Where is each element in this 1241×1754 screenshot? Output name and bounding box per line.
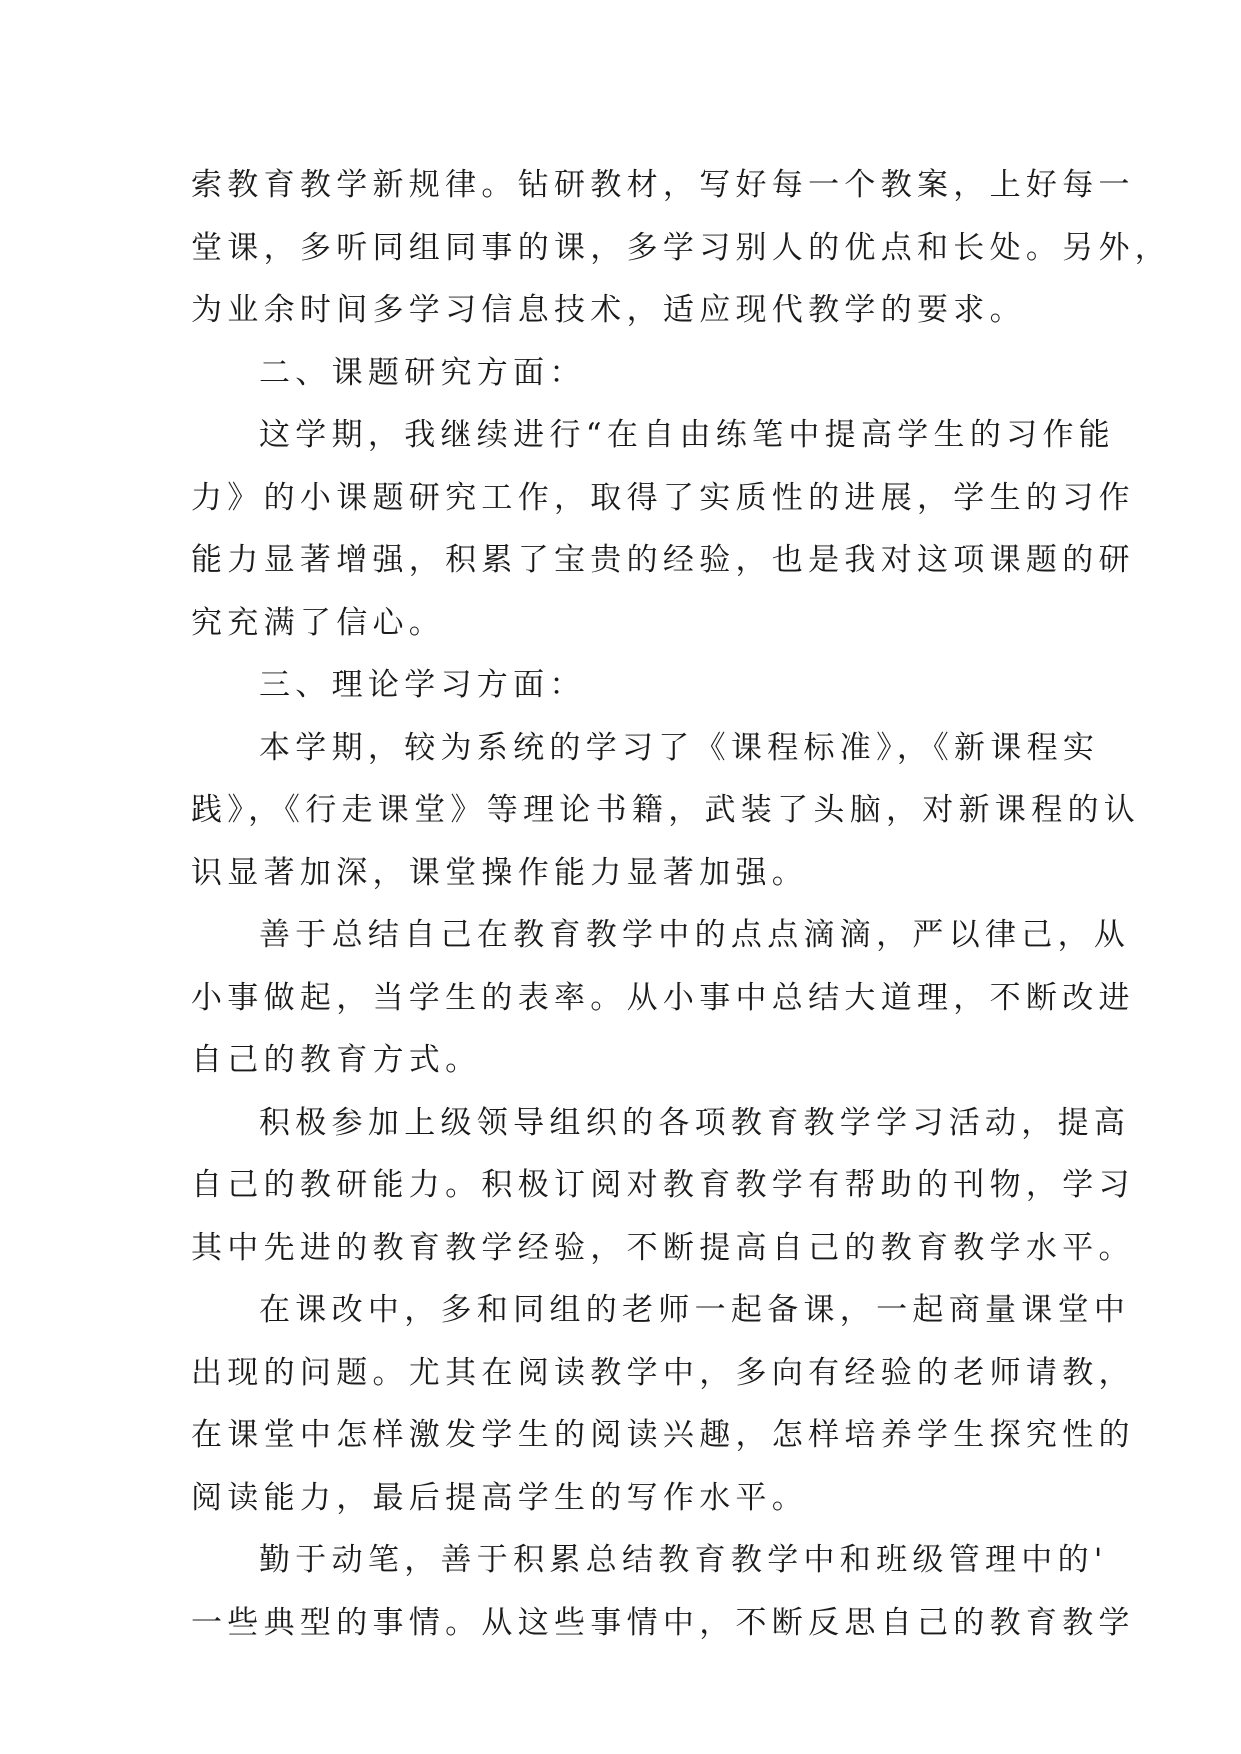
document-body: [191, 154, 1172, 1654]
text-line: 自己的教研能力。积极订阅对教育教学有帮助的刊物，学习: [191, 1167, 1135, 1203]
text-line: 堂课，多听同组同事的课，多学习别人的优点和长处。另外，: [191, 229, 1172, 266]
text-line: 在课堂中怎样激发学生的阅读兴趣，怎样培养学生探究性的: [191, 1417, 1135, 1453]
section-heading: 二、课题研究方面：: [259, 354, 586, 391]
text-line: 一些典型的事情。从这些事情中，不断反思自己的教育教学: [191, 1604, 1135, 1641]
text-line: 究充满了信心。: [191, 604, 446, 641]
paragraph-start: 本学期，较为系统的学习了《课程标准》，《新课程实: [259, 729, 1100, 766]
text-line: 小事做起，当学生的表率。从小事中总结大道理，不断改进: [191, 979, 1135, 1016]
paragraph-start: 勤于动笔，善于积累总结教育教学中和班级管理中的': [259, 1542, 1108, 1578]
paragraph-start: 这学期，我继续进行“在自由练笔中提高学生的习作能: [259, 417, 1116, 453]
text-line: 自己的教育方式。: [191, 1042, 482, 1078]
text-line: 践》，《行走课堂》等理论书籍，武装了头脑，对新课程的认: [191, 792, 1141, 828]
text-line: 索教育教学新规律。钻研教材，写好每一个教案，上好每一: [191, 167, 1135, 203]
text-line: 其中先进的教育教学经验，不断提高自己的教育教学水平。: [191, 1229, 1135, 1266]
text-line: 为业余时间多学习信息技术，适应现代教学的要求。: [191, 292, 1026, 328]
section-heading: 三、理论学习方面：: [259, 667, 586, 703]
paragraph-start: 积极参加上级领导组织的各项教育教学学习活动，提高: [259, 1104, 1131, 1141]
text-line: 能力显著增强，积累了宝贵的经验，也是我对这项课题的研: [191, 542, 1135, 578]
paragraph-start: 善于总结自己在教育教学中的点点滴滴，严以律己，从: [259, 917, 1131, 953]
text-line: 力》的小课题研究工作，取得了实质性的进展，学生的习作: [191, 479, 1135, 516]
text-line: 阅读能力，最后提高学生的写作水平。: [191, 1479, 809, 1516]
paragraph-start: 在课改中，多和同组的老师一起备课，一起商量课堂中: [259, 1292, 1131, 1328]
text-line: 出现的问题。尤其在阅读教学中，多向有经验的老师请教，: [191, 1354, 1135, 1391]
text-line: 识显著加深，课堂操作能力显著加强。: [191, 854, 809, 891]
